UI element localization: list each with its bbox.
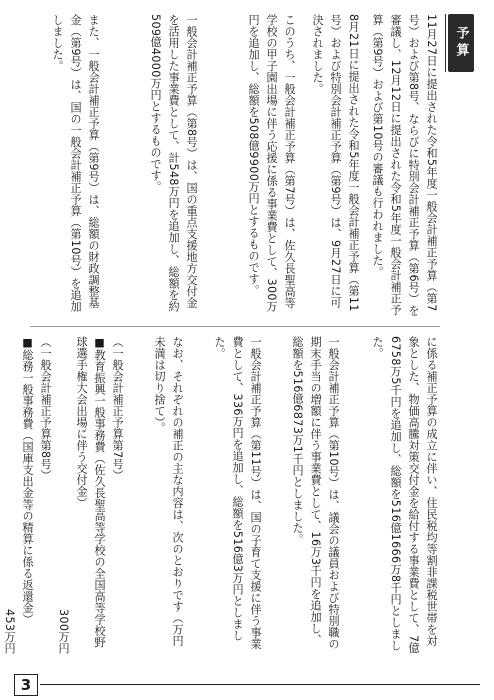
upper-col-b: 8月21日に提出された令和5年度一般会計補正予算（第11号）および特別会計補正予算（第9号）は、9月27日に可決されました。: [311, 14, 360, 312]
upper-col-c: このうち、一般会計補正予算（第7号）は、佐久長聖高等学校の甲子園出場に伴う応援に係る事業費として、300万円を追加し、総額を508億9900万円とするものです。: [247, 14, 296, 313]
header-rule: [445, 14, 446, 72]
body-columns: [3, 14, 440, 654]
upper-col-e: また、一般会計補正予算（第9号）は、総額の財政調整基金（第9号）は、国の一般会計補正予算（第10号）を追加しました。: [51, 14, 100, 313]
section-title: 予算: [448, 14, 474, 72]
budget-item-amount: 300万円: [57, 608, 70, 654]
upper-col-a: 11月27日に提出された令和5年度一般会計補正予算（第7号）および第8号、ならびに特別会計補正予算（第6号）を審議し、12月12日に提出された令和5年度一般会計補正予算（第9号）および第10号の審議も行われました。: [371, 14, 438, 317]
budget-item-heading: （一般会計補正予算第8号）: [39, 336, 52, 482]
budget-item: [54, 336, 126, 654]
budget-item-amount: 453万円: [3, 608, 16, 654]
budget-item: [0, 336, 54, 654]
lower-col-d: なお、それぞれの補正の主な内容は、次のとおりです（万円未満は切り捨て）。: [153, 336, 184, 647]
lower-col-c: 一般会計補正予算（第11号）は、国の子育て支援に伴う事業費として、336万円を追加し、総額を516億3万円としました。: [213, 336, 262, 650]
budget-item-title: ■教育振興一般事務費（佐久長聖高等学校の全国高等学校野球選手権大会出場に伴う交付金）: [75, 336, 106, 649]
lower-col-a: に係る補正予算の成立に伴い、住民税均等割非課税世帯を対象とした、物価高騰対策交付金を給付する事業費として、7億6758万5千円を追加し、総額を516億1666万8千円としました。: [371, 336, 438, 654]
section-divider: [30, 326, 440, 327]
budget-item-heading: （一般会計補正予算第7号）: [111, 336, 124, 482]
lower-col-b: 一般会計補正予算（第10号）は、議会の議員および特別職の期末手当の増額に伴う事業費として、16万3千円を追加し、総額を516億6873万1千円としました。: [291, 336, 340, 650]
budget-item-title: ■総務一般事務費（国庫支出金等の精算に係る返還金）: [21, 336, 34, 626]
upper-col-d: 一般会計補正予算（第8号）は、国の重点支援地方交付金を活用した事業費として、計548万円を追加し、総額を約509億4000万円とするものです。: [149, 14, 198, 313]
page-number: 3: [14, 674, 38, 696]
footer-rule: [40, 684, 480, 685]
budget-items: [3, 336, 126, 654]
